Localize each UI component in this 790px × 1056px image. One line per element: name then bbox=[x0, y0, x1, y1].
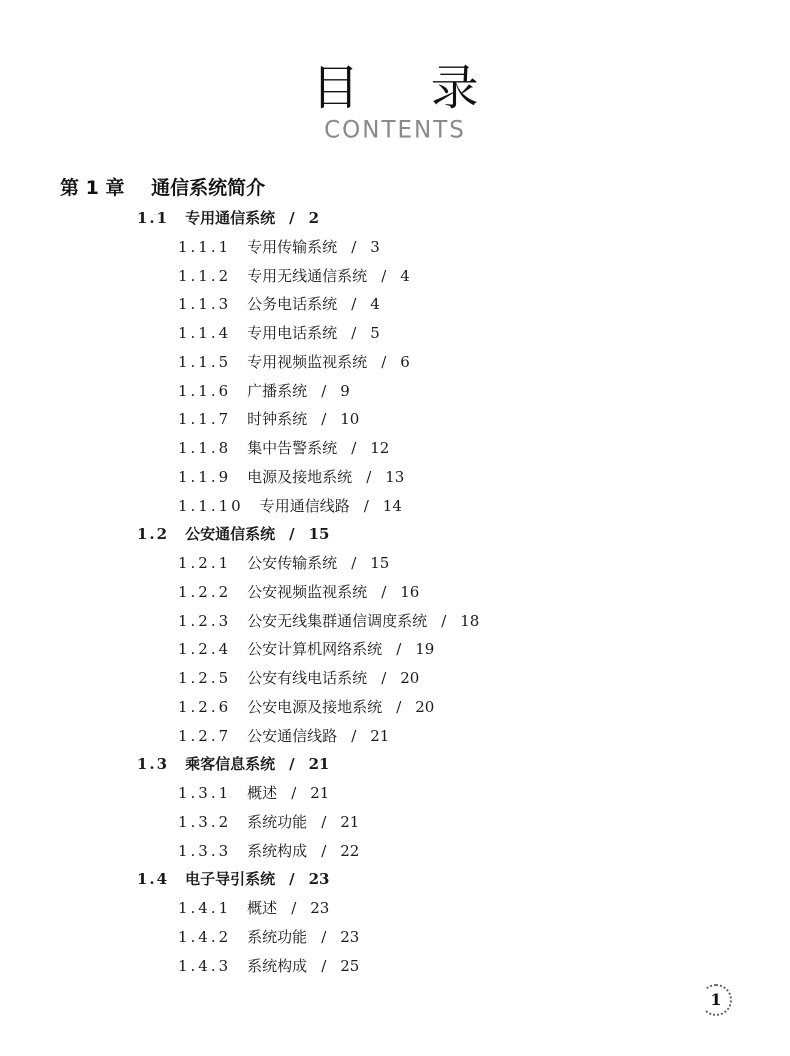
entry-separator: / bbox=[289, 525, 295, 544]
toc-subsection[interactable] bbox=[178, 726, 389, 746]
chapter-number: 第 1 章 bbox=[60, 177, 125, 199]
entry-title: 系统构成 bbox=[247, 841, 308, 860]
entry-page: 4 bbox=[370, 295, 380, 314]
entry-page: 25 bbox=[340, 956, 360, 975]
toc-subsection[interactable] bbox=[178, 841, 359, 861]
toc-subsection[interactable] bbox=[178, 898, 329, 918]
entry-title: 集中告警系统 bbox=[247, 439, 338, 457]
page-subtitle: CONTENTS bbox=[324, 116, 466, 144]
entry-number: 1.1.2 bbox=[178, 266, 232, 285]
entry-separator: / bbox=[381, 669, 387, 687]
entry-number: 1.1.5 bbox=[178, 352, 232, 371]
entry-page: 21 bbox=[308, 755, 330, 774]
entry-title: 系统构成 bbox=[247, 956, 308, 975]
entry-number: 1.1.10 bbox=[178, 496, 244, 515]
toc-section[interactable] bbox=[137, 754, 329, 774]
entry-page: 22 bbox=[340, 841, 360, 860]
toc-subsection[interactable] bbox=[178, 352, 410, 372]
entry-title: 公安通信系统 bbox=[185, 525, 276, 544]
chapter-heading bbox=[60, 175, 265, 201]
entry-separator: / bbox=[321, 841, 327, 860]
toc-subsection[interactable] bbox=[178, 381, 350, 401]
entry-separator: / bbox=[289, 755, 295, 774]
entry-page: 5 bbox=[370, 324, 380, 342]
entry-number: 1.2 bbox=[137, 525, 170, 544]
entry-page: 21 bbox=[370, 726, 390, 745]
entry-separator: / bbox=[351, 237, 357, 256]
entry-number: 1.3 bbox=[137, 755, 170, 774]
page-number: 1 bbox=[700, 984, 732, 1016]
entry-separator: / bbox=[381, 266, 387, 285]
entry-page: 20 bbox=[415, 697, 435, 716]
entry-title: 公安电源及接地系统 bbox=[247, 697, 383, 716]
entry-separator: / bbox=[396, 697, 402, 716]
entry-number: 1.1.3 bbox=[178, 295, 232, 314]
entry-title: 概述 bbox=[247, 899, 278, 917]
entry-page: 15 bbox=[370, 554, 390, 572]
entry-number: 1.4.1 bbox=[178, 899, 232, 917]
entry-number: 1.2.1 bbox=[178, 554, 232, 572]
entry-separator: / bbox=[381, 352, 387, 371]
entry-title: 系统功能 bbox=[247, 812, 308, 831]
entry-number: 1.1.8 bbox=[178, 439, 232, 457]
toc-subsection[interactable] bbox=[178, 294, 380, 314]
entry-separator: / bbox=[351, 295, 357, 314]
toc-subsection[interactable] bbox=[178, 409, 359, 429]
entry-number: 1.4.2 bbox=[178, 927, 232, 946]
toc-section[interactable] bbox=[137, 524, 329, 544]
entry-title: 乘客信息系统 bbox=[185, 755, 276, 774]
entry-title: 概述 bbox=[247, 784, 278, 802]
entry-title: 公安计算机网络系统 bbox=[247, 640, 383, 659]
entry-number: 1.3.2 bbox=[178, 812, 232, 831]
toc-subsection[interactable] bbox=[178, 266, 410, 286]
toc-subsection[interactable] bbox=[178, 697, 434, 717]
toc-subsection[interactable] bbox=[178, 553, 389, 573]
toc-subsection[interactable] bbox=[178, 323, 380, 343]
toc-subsection[interactable] bbox=[178, 668, 419, 688]
entry-separator: / bbox=[321, 410, 327, 429]
page-title: 目 录 bbox=[311, 60, 507, 116]
entry-separator: / bbox=[366, 467, 372, 486]
entry-number: 1.3.3 bbox=[178, 841, 232, 860]
entry-separator: / bbox=[363, 496, 369, 515]
entry-title: 公安有线电话系统 bbox=[247, 669, 368, 687]
entry-separator: / bbox=[351, 554, 357, 572]
chapter-title: 通信系统简介 bbox=[151, 177, 266, 199]
toc-subsection[interactable] bbox=[178, 611, 479, 631]
entry-page: 18 bbox=[460, 611, 480, 630]
entry-number: 1.1.4 bbox=[178, 324, 232, 342]
entry-number: 1.3.1 bbox=[178, 784, 232, 802]
entry-page: 2 bbox=[308, 209, 320, 227]
entry-page: 13 bbox=[385, 467, 405, 486]
entry-number: 1.1 bbox=[137, 209, 170, 227]
entry-page: 16 bbox=[400, 582, 420, 601]
entry-number: 1.1.1 bbox=[178, 237, 232, 256]
entry-title: 公安通信线路 bbox=[247, 726, 338, 745]
entry-separator: / bbox=[321, 956, 327, 975]
entry-number: 1.2.7 bbox=[178, 726, 232, 745]
entry-separator: / bbox=[396, 640, 402, 659]
toc-subsection[interactable] bbox=[178, 812, 359, 832]
entry-separator: / bbox=[289, 870, 295, 889]
entry-separator: / bbox=[291, 784, 297, 802]
entry-title: 广播系统 bbox=[247, 381, 308, 400]
toc-section[interactable] bbox=[137, 208, 319, 228]
entry-separator: / bbox=[321, 812, 327, 831]
entry-title: 电子导引系统 bbox=[185, 870, 276, 889]
entry-separator: / bbox=[351, 726, 357, 745]
toc-subsection[interactable] bbox=[178, 467, 404, 487]
entry-page: 3 bbox=[370, 237, 380, 256]
toc-subsection[interactable] bbox=[178, 927, 359, 947]
entry-page: 23 bbox=[310, 899, 330, 917]
entry-number: 1.2.3 bbox=[178, 611, 232, 630]
entry-page: 20 bbox=[400, 669, 420, 687]
entry-page: 19 bbox=[415, 640, 435, 659]
entry-separator: / bbox=[291, 899, 297, 917]
entry-separator: / bbox=[289, 209, 295, 227]
entry-page: 9 bbox=[340, 381, 350, 400]
entry-page: 15 bbox=[308, 525, 330, 544]
entry-separator: / bbox=[351, 439, 357, 457]
entry-page: 23 bbox=[308, 870, 330, 889]
entry-number: 1.2.4 bbox=[178, 640, 232, 659]
entry-number: 1.2.6 bbox=[178, 697, 232, 716]
toc-subsection[interactable] bbox=[178, 438, 389, 458]
entry-page: 14 bbox=[382, 496, 402, 515]
entry-number: 1.1.9 bbox=[178, 467, 232, 486]
entry-title: 专用视频监视系统 bbox=[247, 352, 368, 371]
toc-subsection[interactable] bbox=[178, 237, 380, 257]
entry-number: 1.1.7 bbox=[178, 410, 232, 429]
entry-page: 6 bbox=[400, 352, 410, 371]
entry-number: 1.1.6 bbox=[178, 381, 232, 400]
entry-separator: / bbox=[321, 381, 327, 400]
entry-number: 1.4.3 bbox=[178, 956, 232, 975]
entry-separator: / bbox=[321, 927, 327, 946]
entry-separator: / bbox=[351, 324, 357, 342]
entry-page: 10 bbox=[340, 410, 360, 429]
entry-number: 1.2.5 bbox=[178, 669, 232, 687]
entry-page: 23 bbox=[340, 927, 360, 946]
entry-title: 时钟系统 bbox=[247, 410, 308, 429]
entry-number: 1.2.2 bbox=[178, 582, 232, 601]
entry-page: 12 bbox=[370, 439, 390, 457]
entry-title: 公安视频监视系统 bbox=[247, 582, 368, 601]
entry-number: 1.4 bbox=[137, 870, 170, 889]
entry-title: 系统功能 bbox=[247, 927, 308, 946]
entry-separator: / bbox=[441, 611, 447, 630]
entry-page: 4 bbox=[400, 266, 410, 285]
toc-section[interactable] bbox=[137, 869, 329, 889]
entry-title: 公安传输系统 bbox=[247, 554, 338, 572]
entry-separator: / bbox=[381, 582, 387, 601]
entry-title: 专用无线通信系统 bbox=[247, 266, 368, 285]
toc-subsection[interactable] bbox=[178, 496, 402, 516]
entry-title: 公务电话系统 bbox=[247, 295, 338, 314]
entry-page: 21 bbox=[340, 812, 360, 831]
entry-title: 电源及接地系统 bbox=[247, 467, 353, 486]
toc-subsection[interactable] bbox=[178, 639, 434, 659]
entry-page: 21 bbox=[310, 784, 330, 802]
toc-subsection[interactable] bbox=[178, 582, 419, 602]
entry-title: 专用电话系统 bbox=[247, 324, 338, 342]
toc-subsection[interactable] bbox=[178, 956, 359, 976]
toc-subsection[interactable] bbox=[178, 783, 329, 803]
entry-title: 专用通信系统 bbox=[185, 209, 276, 227]
entry-title: 公安无线集群通信调度系统 bbox=[247, 611, 428, 630]
entry-title: 专用通信线路 bbox=[259, 496, 350, 515]
entry-title: 专用传输系统 bbox=[247, 237, 338, 256]
